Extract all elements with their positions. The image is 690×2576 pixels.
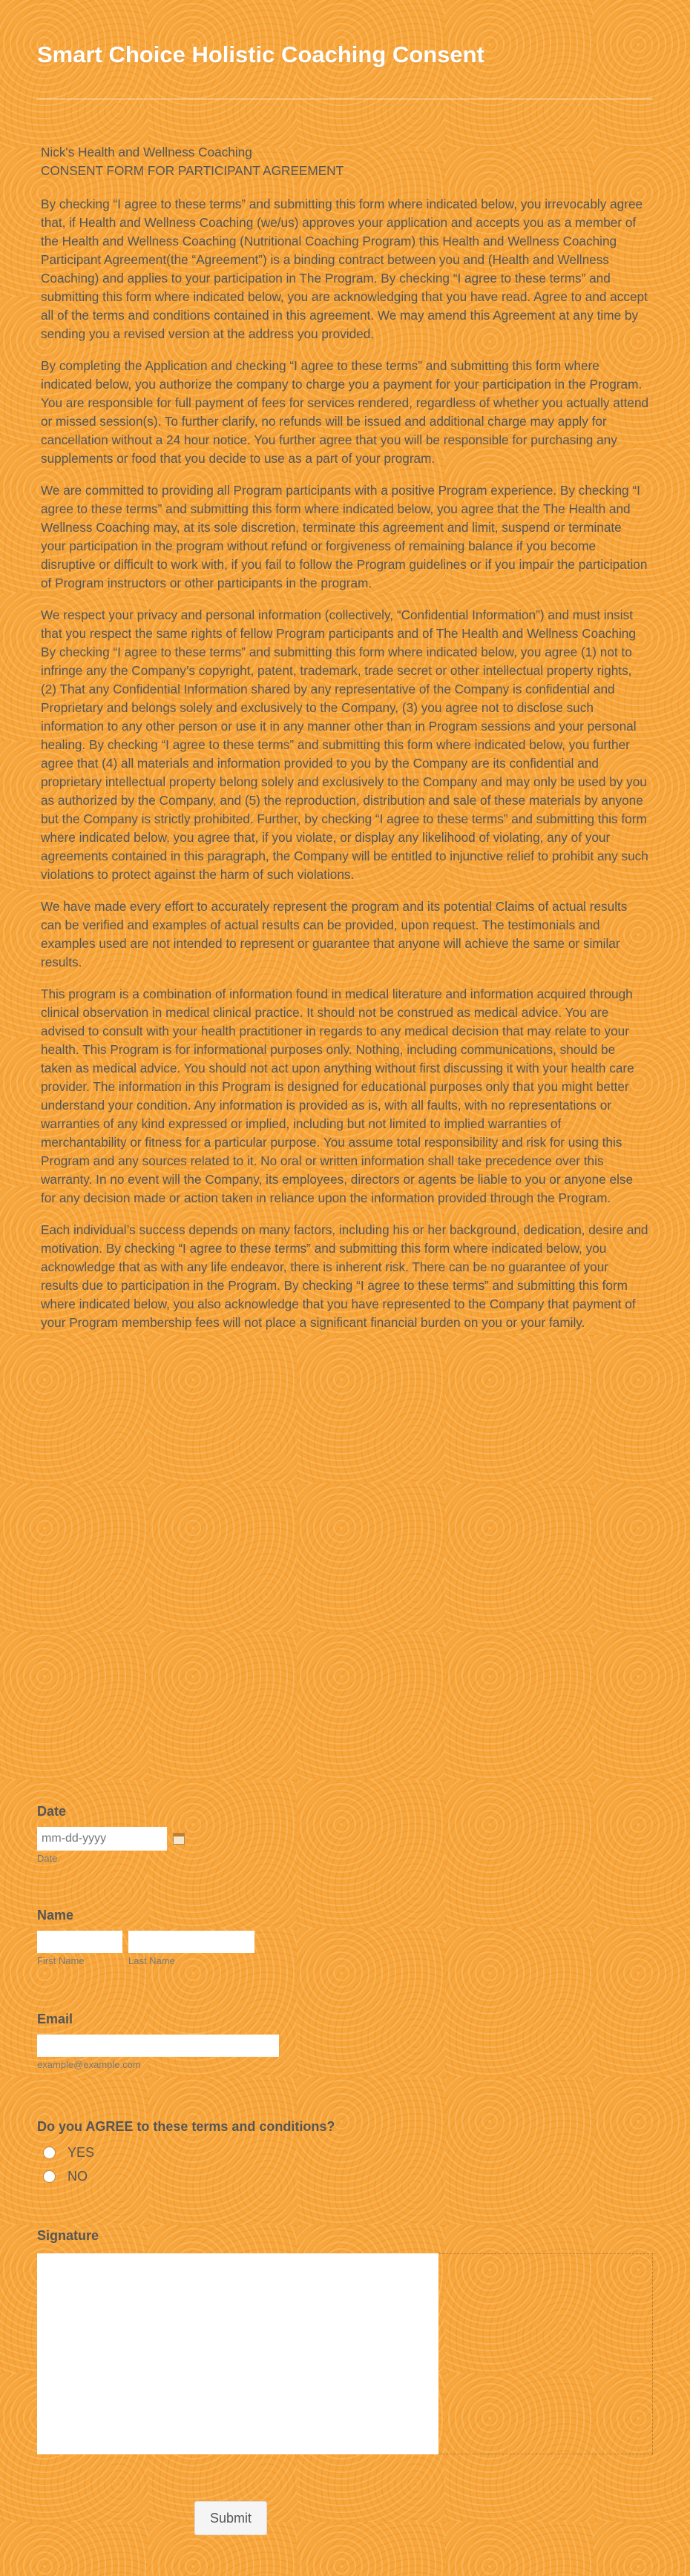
signature-pad[interactable] — [37, 2253, 438, 2454]
radio-button-yes[interactable] — [43, 2147, 56, 2159]
last-name-sublabel: Last Name — [128, 1955, 175, 1966]
form-header — [37, 42, 653, 68]
consent-paragraph: By checking “I agree to these terms” and submitting this form where indicated below, you irrevocably agree that, if Health and Wellness Coaching (we/us) approves your application and accepts you as a member of the Health and Wellness Coaching (Nutritional Coaching Program) this Health and Wellness Coaching Participant Agreement(the “Agreement”) is a binding contract between you and (Health and Wellness Coaching) and applies to your participation in The Program. By checking “I agree to these terms” and submitting this form where indicated below, you are acknowledging that you have read. Agree to and accept all of the terms and conditions contained in this agreement. We may amend this Agreement at any time by sending you a revised version at the address you provided. — [41, 197, 648, 341]
intro-form-heading: CONSENT FORM FOR PARTICIPANT AGREEMENT — [41, 163, 344, 178]
radio-label-yes: YES — [68, 2144, 95, 2160]
email-input[interactable] — [37, 2035, 279, 2057]
name-label: Name — [37, 1908, 74, 1923]
date-input-row — [37, 1827, 185, 1851]
consent-text — [41, 143, 649, 1345]
email-label: Email — [37, 2012, 73, 2026]
intro-block — [41, 143, 649, 180]
radio-option-yes[interactable] — [37, 2144, 335, 2161]
first-name-group — [37, 1931, 122, 1966]
consent-paragraph: We are committed to providing all Program participants with a positive Program experience. By checking “I agree to these terms” and submitting this form where indicated below, you agree that the The Health and Wellness Coaching may, at its sole discretion, terminate this agreement and limit, suspend or terminate your participation in the program without refund or forgiveness of remaining balance if you become disruptive or difficult to work with, if you fail to follow the Program guidelines or if you impair the participation of Program instructors or other participants in the program. — [41, 483, 648, 590]
radio-label-no: NO — [68, 2168, 88, 2184]
date-label: Date — [37, 1804, 67, 1819]
first-name-input[interactable] — [37, 1931, 122, 1953]
agree-field-group — [37, 2119, 335, 2185]
consent-paragraph: This program is a combination of information found in medical literature and information acquired through clinical observation in medical clinical practice. It should not be construed as medical advice. You are advised to consult with your health practitioner in regards to any medical decision that may relate to your health. This Program is for informational purposes only. Nothing, including communications, should be taken as medical advice. You should not act upon anything without first discussing it with your health care provider. The information in this Program is designed for educational purposes only that you might better understand your condition. Any information is provided as is, with all faults, with no representations or warranties of any kind expressed or implied, including but not limited to implied warranties of merchantability or fitness for a particular purpose. You assume total responsibility and risk for using this Program and any sources related to it. No oral or written information shall take precedence over this warranty. In no event will the Company, its employees, directors or agents be liable to you or anyone else for any decision made or action taken in reliance upon the information provided through the Program. — [41, 986, 634, 1205]
intro-company-name: Nick's Health and Wellness Coaching — [41, 145, 252, 159]
consent-paragraph: By completing the Application and checking “I agree to these terms” and submitting this form where indicated below, you authorize the company to charge you a payment for your participation in the Program. You are responsible for full payment of fees for services rendered, regardless of whether you actually attend or missed session(s). To further clarify, no refunds will be issued and additional charge may apply for cancellation without a 24 hour notice. You further agree that you will be responsible for purchasing any supplements or food that you decide to use as a part of your program. — [41, 358, 649, 466]
date-sublabel: Date — [37, 1853, 58, 1864]
calendar-icon[interactable] — [173, 1833, 185, 1845]
date-input[interactable] — [37, 1827, 167, 1851]
signature-label: Signature — [37, 2228, 99, 2243]
date-field-group — [37, 1804, 185, 1864]
last-name-input[interactable] — [128, 1931, 254, 1953]
email-sublabel: example@example.com — [37, 2059, 141, 2070]
submit-button[interactable]: Submit — [194, 2501, 267, 2535]
consent-paragraph: We respect your privacy and personal information (collectively, “Confidential Information”) and must insist that you respect the same rights of fellow Program participants and of The Health and Wellness Coaching By checking “I agree to these terms” and submitting this form where indicated below, you agree (1) not to infringe any the Company’s copyright, patent, trademark, trade secret or other intellectual property rights, (2) That any Confidential Information shared by any representative of the Company is confidential and Proprietary and belongs solely and exclusively to the Company, (3) you agree not to disclose such information to any other person or use it in any manner other than in Program sessions and your personal healing. By checking “I agree to these terms” and submitting this form where indicated below, you further agree that (4) all materials and information provided to you by the Company are its confidential and proprietary intellectual property belong solely and exclusively to the Company and may only be used by you as authorized by the Company, and (5) the reproduction, distribution and sale of these materials by anyone but the Company is strictly prohibited. Further, by checking “I agree to these terms” and submitting this form where indicated below, you agree that, if you violate, or display any likelihood of violating, any of your agreements contained in this paragraph, the Company will be entitled to injunctive relief to prohibit any such violations to protect against the harm of such violations. — [41, 607, 648, 882]
signature-field-group — [37, 2228, 99, 2244]
name-inputs-row — [37, 1931, 254, 1966]
radio-button-no[interactable] — [43, 2170, 56, 2183]
name-field-group — [37, 1908, 254, 1966]
radio-option-no[interactable] — [37, 2167, 335, 2185]
agree-label: Do you AGREE to these terms and conditions? — [37, 2119, 335, 2134]
first-name-sublabel: First Name — [37, 1955, 85, 1966]
last-name-group — [128, 1931, 254, 1966]
consent-paragraph: Each individual’s success depends on many factors, including his or her background, dedication, desire and motivation. By checking “I agree to these terms” and submitting this form where indicated below, you acknowledge that as with any life endeavor, there is inherent risk. There can be no guarantee of your results due to participation in the Program. By checking “I agree to these terms” and submitting this form where indicated below, you also acknowledge that you have represented to the Company that payment of your Program membership fees will not place a significant financial burden on you or your family. — [41, 1222, 648, 1330]
consent-paragraph: We have made every effort to accurately represent the program and its potential Claims of actual results can be verified and examples of actual results can be provided, upon request. The testimonials and examples used are not intended to represent or guarantee that anyone will achieve the same or similar results. — [41, 899, 628, 969]
email-field-group — [37, 2012, 279, 2070]
form-title: Smart Choice Holistic Coaching Consent — [37, 42, 484, 67]
